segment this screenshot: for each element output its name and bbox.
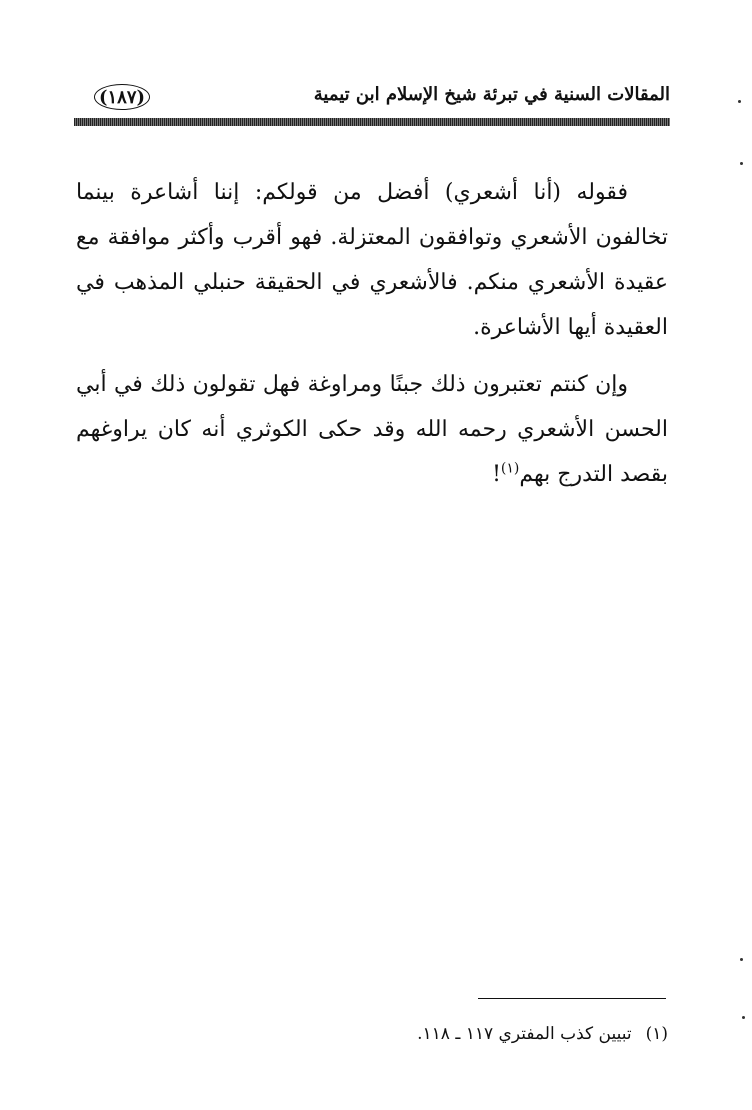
paragraph-2	[76, 362, 668, 497]
page-number: (١٨٧)	[94, 84, 150, 110]
body-text	[76, 170, 668, 497]
scan-speck	[742, 1016, 745, 1019]
footnote-reference: (١)	[500, 460, 520, 477]
scan-speck	[740, 958, 743, 961]
footnote-divider	[478, 998, 666, 999]
header-divider	[74, 118, 670, 126]
page-header	[74, 78, 670, 118]
footnote-text: تبيين كذب المفتري ١١٧ ـ ١١٨.	[417, 1024, 632, 1044]
running-title: المقالات السنية في تبرئة شيخ الإسلام ابن تيمية	[313, 84, 670, 105]
paragraph-1: فقوله (أنا أشعري) أفضل من قولكم: إننا أشاعرة بينما تخالفون الأشعري وتوافقون المعتزلة. فهو أقرب وأكثر موافقة مع عقيدة الأشعري منكم. فالأشعري في الحقيقة حنبلي المذهب في العقيدة أيها الأشاعرة.	[76, 180, 668, 340]
scan-speck	[740, 162, 743, 165]
scan-speck	[738, 100, 741, 103]
paragraph-2-text: وإن كنتم تعتبرون ذلك جبنًا ومراوغة فهل تقولون ذلك في أبي الحسن الأشعري رحمه الله وقد حكى الكوثري أنه كان يراوغهم بقصد التدرج بهم	[76, 372, 668, 487]
footnote	[417, 1024, 668, 1044]
footnote-marker: (١)	[645, 1024, 668, 1044]
paragraph-2-end: !	[492, 462, 501, 487]
